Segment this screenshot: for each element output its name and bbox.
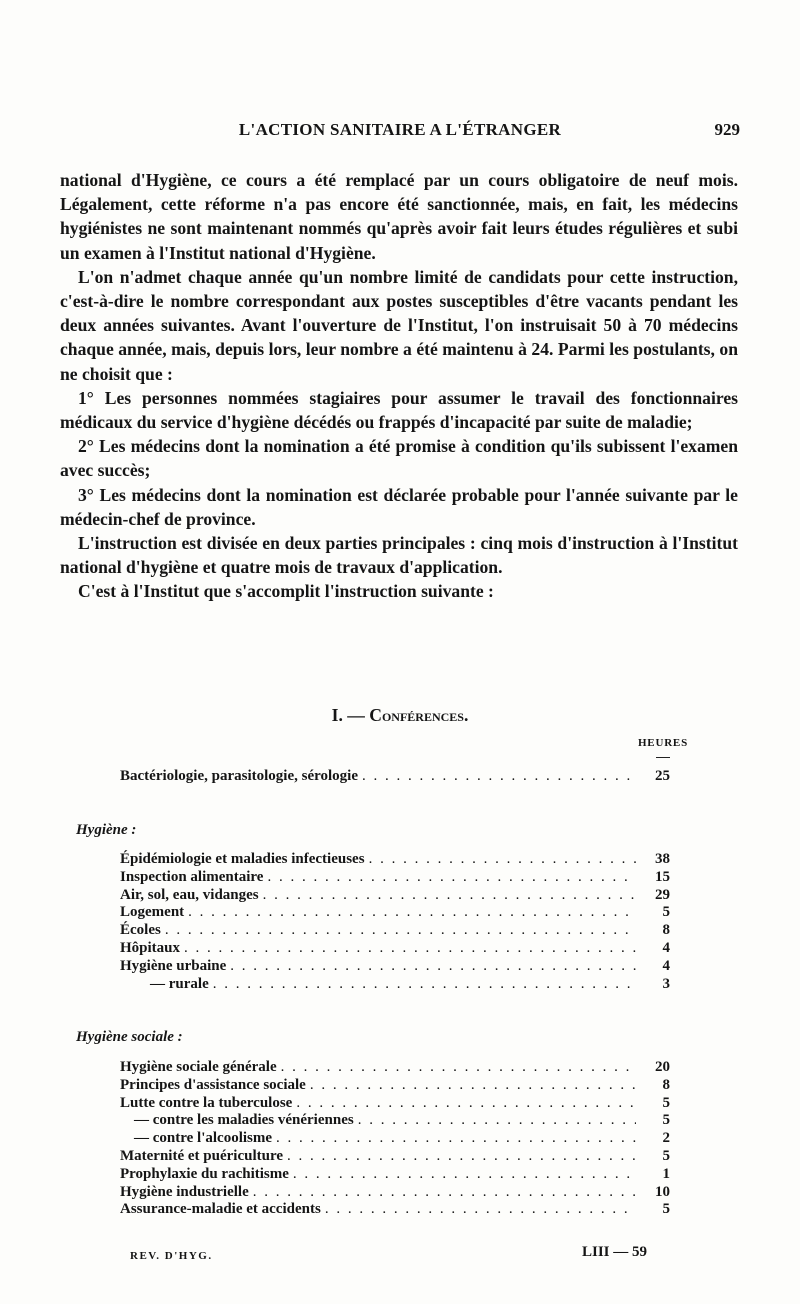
table-row bbox=[120, 1201, 670, 1219]
paragraph: 3° Les médecins dont la nomination est déclarée probable pour l'année suivante par le médecin-chef de province. bbox=[60, 484, 738, 529]
dot-leader bbox=[213, 976, 636, 994]
footer-volume-signature: LIII — 59 bbox=[582, 1244, 648, 1260]
row-hours: 4 bbox=[662, 939, 670, 956]
row-label: Maternité et puériculture bbox=[120, 1147, 284, 1164]
row-hours: 25 bbox=[655, 768, 670, 784]
table-row bbox=[120, 1059, 670, 1077]
dot-leader bbox=[296, 1095, 636, 1113]
row-label: Hygiène urbaine bbox=[120, 957, 227, 974]
table-row bbox=[120, 1148, 670, 1166]
table-row bbox=[120, 851, 670, 869]
running-title: L'ACTION SANITAIRE A L'ÉTRANGER bbox=[238, 120, 562, 139]
row-hours: 29 bbox=[655, 886, 670, 903]
dot-leader bbox=[230, 958, 636, 976]
row-label: Hygiène industrielle bbox=[120, 1183, 249, 1200]
row-label: Air, sol, eau, vidanges bbox=[120, 886, 259, 903]
table-row bbox=[120, 869, 670, 887]
dot-leader bbox=[310, 1077, 636, 1095]
row-hours: 1 bbox=[662, 1165, 670, 1182]
row-label: Principes d'assistance sociale bbox=[120, 1076, 306, 1093]
row-label: Bactériologie, parasitologie, sérologie bbox=[120, 768, 359, 784]
row-label: Logement bbox=[120, 904, 185, 921]
dot-leader bbox=[263, 887, 636, 905]
section-heading: Conférences. bbox=[369, 705, 469, 725]
row-label: Hygiène sociale générale bbox=[120, 1059, 277, 1075]
paragraph: L'instruction est divisée en deux parties principales : cinq mois d'instruction à l'Institut national d'hygiène et quatre mois de travaux d'application. bbox=[60, 533, 738, 578]
row-label: Assurance-maladie et accidents bbox=[120, 1201, 321, 1218]
group-rows-hygiene-sociale bbox=[120, 1059, 670, 1219]
table-row bbox=[120, 922, 670, 940]
hours-column-header: HEURES bbox=[638, 737, 688, 758]
table-row bbox=[120, 976, 670, 994]
row-hours: 20 bbox=[655, 1059, 670, 1075]
row-hours: 5 bbox=[662, 1094, 670, 1111]
group-rows-hygiene bbox=[120, 851, 670, 993]
dot-leader bbox=[362, 768, 636, 786]
table-row bbox=[120, 887, 670, 905]
dot-leader bbox=[165, 922, 636, 940]
row-hours: 5 bbox=[662, 1147, 670, 1164]
dot-leader bbox=[325, 1201, 636, 1219]
paragraph: 2° Les médecins dont la nomination a été promise à condition qu'ils subissent l'examen avec succès; bbox=[60, 436, 738, 481]
page-header bbox=[60, 120, 740, 144]
table-row bbox=[120, 1166, 670, 1184]
dot-leader bbox=[276, 1130, 636, 1148]
row-hours: 10 bbox=[655, 1183, 670, 1200]
row-hours: 2 bbox=[662, 1130, 670, 1147]
row-hours: 3 bbox=[662, 975, 670, 992]
header-rule bbox=[656, 757, 670, 758]
dot-leader bbox=[358, 1112, 636, 1130]
table-row bbox=[120, 1095, 670, 1113]
row-hours: 4 bbox=[662, 957, 670, 974]
row-label: Lutte contre la tuberculose bbox=[120, 1094, 293, 1111]
table-row bbox=[120, 768, 670, 786]
paragraph: 1° Les personnes nommées stagiaires pour assumer le travail des fonctionnaires médicaux du service d'hygiène décédés ou frappés d'incapacité par suite de maladie; bbox=[60, 387, 738, 433]
group-title-hygiene-sociale: Hygiène sociale : bbox=[76, 1029, 183, 1045]
table-row bbox=[120, 1184, 670, 1202]
row-label: Inspection alimentaire bbox=[120, 868, 264, 885]
dot-leader bbox=[253, 1184, 636, 1202]
dot-leader bbox=[287, 1148, 636, 1166]
table-row bbox=[120, 940, 670, 958]
row-hours: 5 bbox=[662, 1201, 670, 1218]
row-label: — contre les maladies vénériennes bbox=[134, 1112, 354, 1129]
row-label: — contre l'alcoolisme bbox=[134, 1130, 273, 1147]
dot-leader bbox=[267, 869, 636, 887]
top-rows bbox=[120, 768, 670, 786]
table-row bbox=[120, 958, 670, 976]
table-row bbox=[120, 904, 670, 922]
row-hours: 8 bbox=[662, 922, 670, 939]
dot-leader bbox=[188, 904, 636, 922]
group-title-hygiene: Hygiène : bbox=[76, 822, 137, 838]
section-title bbox=[0, 705, 800, 726]
row-hours: 38 bbox=[655, 851, 670, 867]
table-row bbox=[120, 1077, 670, 1095]
row-hours: 8 bbox=[662, 1076, 670, 1093]
paragraph: L'on n'admet chaque année qu'un nombre limité de candidats pour cette instruction, c'est-à-dire le nombre correspondant aux postes susceptibles d'être vacants pendant les deux années suivantes. Avant l'ouverture de l'Institut, l'on instruisait 50 à 70 médecins chaque année, mais, depuis lors, leur nombre a été maintenu à 24. Parmi les postulants, on ne choisit que : bbox=[60, 266, 738, 384]
dot-leader bbox=[369, 851, 636, 869]
row-label: — rurale bbox=[150, 975, 209, 992]
row-label: Épidémiologie et maladies infectieuses bbox=[120, 851, 365, 867]
paragraph: C'est à l'Institut que s'accomplit l'instruction suivante : bbox=[78, 581, 494, 602]
body-text bbox=[60, 168, 738, 604]
dot-leader bbox=[293, 1166, 636, 1184]
row-label: Écoles bbox=[120, 922, 161, 939]
row-hours: 5 bbox=[662, 904, 670, 921]
row-hours: 15 bbox=[655, 868, 670, 885]
dot-leader bbox=[184, 940, 636, 958]
page-number: 929 bbox=[714, 120, 740, 139]
section-number: I. — bbox=[331, 705, 365, 725]
table-row bbox=[120, 1130, 670, 1148]
dot-leader bbox=[281, 1059, 636, 1077]
row-label: Prophylaxie du rachitisme bbox=[120, 1165, 289, 1182]
row-hours: 5 bbox=[662, 1112, 670, 1129]
footer-journal-signature: REV. D'HYG. bbox=[130, 1250, 213, 1262]
paragraph: national d'Hygiène, ce cours a été remplacé par un cours obligatoire de neuf mois. Légalement, cette réforme n'a pas encore été sanctionnée, mais, en fait, les médecins hygiénistes ne sont maintenant nommés qu'après avoir fait leurs études régulières et subi un examen à l'Institut national d'Hygiène. bbox=[60, 170, 738, 263]
row-label: Hôpitaux bbox=[120, 939, 181, 956]
table-row bbox=[120, 1112, 670, 1130]
